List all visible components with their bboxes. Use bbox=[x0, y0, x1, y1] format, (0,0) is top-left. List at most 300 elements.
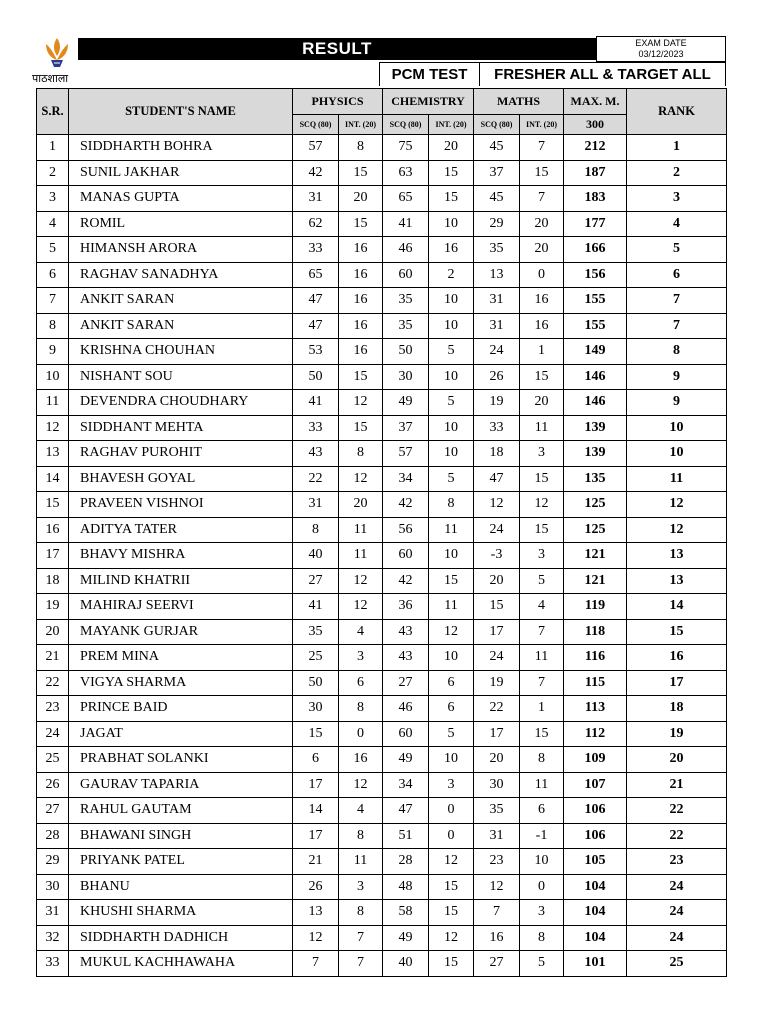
table-row bbox=[37, 441, 727, 467]
maths-int-cell: 7 bbox=[520, 619, 564, 645]
chemistry-int-cell: 15 bbox=[429, 951, 474, 977]
maths-scq-cell: 7 bbox=[474, 900, 520, 926]
name-cell: PRABHAT SOLANKI bbox=[69, 747, 293, 773]
maths-int-cell: 11 bbox=[520, 645, 564, 671]
maths-scq-cell: 17 bbox=[474, 619, 520, 645]
table-row bbox=[37, 925, 727, 951]
exam-date-label: EXAM DATE bbox=[635, 38, 687, 48]
physics-int-cell: 15 bbox=[339, 211, 383, 237]
table-row bbox=[37, 594, 727, 620]
maths-scq-cell: 12 bbox=[474, 874, 520, 900]
physics-scq-cell: 35 bbox=[293, 619, 339, 645]
rank-cell: 9 bbox=[627, 364, 727, 390]
chemistry-int-cell: 12 bbox=[429, 849, 474, 875]
table-row bbox=[37, 798, 727, 824]
table-row bbox=[37, 619, 727, 645]
sr-cell: 31 bbox=[37, 900, 69, 926]
sr-cell: 13 bbox=[37, 441, 69, 467]
chemistry-scq-cell: 43 bbox=[383, 645, 429, 671]
physics-int-cell: 3 bbox=[339, 874, 383, 900]
maths-int-cell: 11 bbox=[520, 415, 564, 441]
total-cell: 125 bbox=[564, 492, 627, 518]
physics-scq-cell: 12 bbox=[293, 925, 339, 951]
table-row bbox=[37, 186, 727, 212]
chemistry-int-cell: 0 bbox=[429, 798, 474, 824]
table-row bbox=[37, 390, 727, 416]
sr-cell: 10 bbox=[37, 364, 69, 390]
total-cell: 125 bbox=[564, 517, 627, 543]
name-cell: BHAWANI SINGH bbox=[69, 823, 293, 849]
maths-int-cell: 15 bbox=[520, 517, 564, 543]
sr-cell: 8 bbox=[37, 313, 69, 339]
physics-int-cell: 16 bbox=[339, 237, 383, 263]
physics-int-cell: 12 bbox=[339, 568, 383, 594]
maths-int-cell: 3 bbox=[520, 900, 564, 926]
rank-cell: 7 bbox=[627, 313, 727, 339]
sr-cell: 5 bbox=[37, 237, 69, 263]
physics-int-cell: 16 bbox=[339, 339, 383, 365]
sr-cell: 19 bbox=[37, 594, 69, 620]
rank-cell: 1 bbox=[627, 135, 727, 161]
chemistry-int-cell: 12 bbox=[429, 619, 474, 645]
chemistry-int-cell: 8 bbox=[429, 492, 474, 518]
name-cell: KHUSHI SHARMA bbox=[69, 900, 293, 926]
table-row bbox=[37, 849, 727, 875]
table-row bbox=[37, 747, 727, 773]
sr-cell: 30 bbox=[37, 874, 69, 900]
physics-int-cell: 16 bbox=[339, 288, 383, 314]
col-physics-int: INT. (20) bbox=[339, 115, 383, 135]
table-row bbox=[37, 262, 727, 288]
logo bbox=[32, 36, 78, 88]
total-cell: 156 bbox=[564, 262, 627, 288]
name-cell: ROMIL bbox=[69, 211, 293, 237]
sr-cell: 11 bbox=[37, 390, 69, 416]
table-row bbox=[37, 415, 727, 441]
maths-scq-cell: 13 bbox=[474, 262, 520, 288]
physics-int-cell: 15 bbox=[339, 415, 383, 441]
physics-int-cell: 11 bbox=[339, 517, 383, 543]
physics-scq-cell: 50 bbox=[293, 670, 339, 696]
chemistry-scq-cell: 60 bbox=[383, 543, 429, 569]
total-cell: 135 bbox=[564, 466, 627, 492]
physics-scq-cell: 7 bbox=[293, 951, 339, 977]
total-cell: 146 bbox=[564, 390, 627, 416]
maths-int-cell: 20 bbox=[520, 237, 564, 263]
maths-scq-cell: 47 bbox=[474, 466, 520, 492]
maths-scq-cell: 26 bbox=[474, 364, 520, 390]
physics-int-cell: 11 bbox=[339, 543, 383, 569]
sr-cell: 4 bbox=[37, 211, 69, 237]
physics-int-cell: 3 bbox=[339, 645, 383, 671]
table-row bbox=[37, 670, 727, 696]
total-cell: 104 bbox=[564, 874, 627, 900]
total-cell: 139 bbox=[564, 415, 627, 441]
physics-scq-cell: 30 bbox=[293, 696, 339, 722]
rank-cell: 7 bbox=[627, 288, 727, 314]
col-chemistry-int: INT. (20) bbox=[429, 115, 474, 135]
chemistry-scq-cell: 36 bbox=[383, 594, 429, 620]
maths-int-cell: 15 bbox=[520, 160, 564, 186]
physics-int-cell: 15 bbox=[339, 160, 383, 186]
table-row bbox=[37, 160, 727, 186]
table-row bbox=[37, 568, 727, 594]
sr-cell: 7 bbox=[37, 288, 69, 314]
maths-scq-cell: 20 bbox=[474, 568, 520, 594]
maths-int-cell: 3 bbox=[520, 441, 564, 467]
chemistry-int-cell: 10 bbox=[429, 415, 474, 441]
physics-scq-cell: 6 bbox=[293, 747, 339, 773]
chemistry-int-cell: 15 bbox=[429, 186, 474, 212]
chemistry-int-cell: 10 bbox=[429, 313, 474, 339]
sr-cell: 14 bbox=[37, 466, 69, 492]
total-cell: 106 bbox=[564, 798, 627, 824]
name-cell: ANKIT SARAN bbox=[69, 313, 293, 339]
name-cell: RAHUL GAUTAM bbox=[69, 798, 293, 824]
physics-int-cell: 12 bbox=[339, 390, 383, 416]
physics-int-cell: 7 bbox=[339, 925, 383, 951]
chemistry-int-cell: 5 bbox=[429, 466, 474, 492]
col-chemistry: CHEMISTRY bbox=[383, 89, 474, 115]
name-cell: GAURAV TAPARIA bbox=[69, 772, 293, 798]
name-cell: MANAS GUPTA bbox=[69, 186, 293, 212]
total-cell: 212 bbox=[564, 135, 627, 161]
sr-cell: 1 bbox=[37, 135, 69, 161]
col-physics-scq: SCQ (80) bbox=[293, 115, 339, 135]
result-table bbox=[36, 88, 727, 977]
maths-scq-cell: 22 bbox=[474, 696, 520, 722]
chemistry-int-cell: 10 bbox=[429, 543, 474, 569]
chemistry-scq-cell: 57 bbox=[383, 441, 429, 467]
maths-scq-cell: -3 bbox=[474, 543, 520, 569]
maths-scq-cell: 35 bbox=[474, 237, 520, 263]
maths-int-cell: 11 bbox=[520, 772, 564, 798]
chemistry-scq-cell: 51 bbox=[383, 823, 429, 849]
rank-cell: 6 bbox=[627, 262, 727, 288]
chemistry-scq-cell: 37 bbox=[383, 415, 429, 441]
maths-int-cell: -1 bbox=[520, 823, 564, 849]
col-chemistry-scq: SCQ (80) bbox=[383, 115, 429, 135]
sr-cell: 24 bbox=[37, 721, 69, 747]
rank-cell: 24 bbox=[627, 925, 727, 951]
sr-cell: 20 bbox=[37, 619, 69, 645]
maths-int-cell: 15 bbox=[520, 364, 564, 390]
result-rows bbox=[37, 135, 727, 977]
chemistry-scq-cell: 35 bbox=[383, 313, 429, 339]
sr-cell: 26 bbox=[37, 772, 69, 798]
maths-int-cell: 0 bbox=[520, 262, 564, 288]
sr-cell: 12 bbox=[37, 415, 69, 441]
sr-cell: 27 bbox=[37, 798, 69, 824]
physics-scq-cell: 13 bbox=[293, 900, 339, 926]
rank-cell: 22 bbox=[627, 798, 727, 824]
total-cell: 121 bbox=[564, 543, 627, 569]
physics-scq-cell: 47 bbox=[293, 288, 339, 314]
chemistry-int-cell: 10 bbox=[429, 364, 474, 390]
chemistry-int-cell: 5 bbox=[429, 339, 474, 365]
physics-scq-cell: 33 bbox=[293, 237, 339, 263]
logo-icon bbox=[42, 36, 72, 70]
total-cell: 146 bbox=[564, 364, 627, 390]
chemistry-int-cell: 15 bbox=[429, 900, 474, 926]
sr-cell: 15 bbox=[37, 492, 69, 518]
rank-cell: 4 bbox=[627, 211, 727, 237]
physics-int-cell: 20 bbox=[339, 492, 383, 518]
physics-scq-cell: 15 bbox=[293, 721, 339, 747]
sr-cell: 9 bbox=[37, 339, 69, 365]
physics-scq-cell: 65 bbox=[293, 262, 339, 288]
name-cell: RAGHAV SANADHYA bbox=[69, 262, 293, 288]
chemistry-scq-cell: 41 bbox=[383, 211, 429, 237]
maths-int-cell: 10 bbox=[520, 849, 564, 875]
sr-cell: 2 bbox=[37, 160, 69, 186]
rank-cell: 11 bbox=[627, 466, 727, 492]
rank-cell: 2 bbox=[627, 160, 727, 186]
rank-cell: 5 bbox=[627, 237, 727, 263]
physics-int-cell: 20 bbox=[339, 186, 383, 212]
test-name: PCM TEST bbox=[379, 62, 479, 86]
chemistry-int-cell: 20 bbox=[429, 135, 474, 161]
col-max: MAX. M. bbox=[564, 89, 627, 115]
table-row bbox=[37, 543, 727, 569]
physics-int-cell: 12 bbox=[339, 594, 383, 620]
total-cell: 177 bbox=[564, 211, 627, 237]
chemistry-scq-cell: 42 bbox=[383, 492, 429, 518]
name-cell: PRINCE BAID bbox=[69, 696, 293, 722]
sr-cell: 16 bbox=[37, 517, 69, 543]
total-cell: 183 bbox=[564, 186, 627, 212]
total-cell: 155 bbox=[564, 313, 627, 339]
table-row bbox=[37, 772, 727, 798]
physics-scq-cell: 33 bbox=[293, 415, 339, 441]
maths-scq-cell: 24 bbox=[474, 517, 520, 543]
maths-int-cell: 8 bbox=[520, 925, 564, 951]
col-rank: RANK bbox=[627, 89, 727, 135]
physics-int-cell: 12 bbox=[339, 772, 383, 798]
maths-int-cell: 15 bbox=[520, 466, 564, 492]
chemistry-scq-cell: 49 bbox=[383, 390, 429, 416]
maths-int-cell: 7 bbox=[520, 186, 564, 212]
sr-cell: 29 bbox=[37, 849, 69, 875]
physics-int-cell: 15 bbox=[339, 364, 383, 390]
rank-cell: 13 bbox=[627, 568, 727, 594]
total-cell: 118 bbox=[564, 619, 627, 645]
total-cell: 113 bbox=[564, 696, 627, 722]
rank-cell: 10 bbox=[627, 441, 727, 467]
chemistry-int-cell: 12 bbox=[429, 925, 474, 951]
chemistry-int-cell: 11 bbox=[429, 517, 474, 543]
name-cell: SIDDHARTH DADHICH bbox=[69, 925, 293, 951]
chemistry-scq-cell: 35 bbox=[383, 288, 429, 314]
logo-text: पाठशाला bbox=[32, 72, 69, 85]
col-physics: PHYSICS bbox=[293, 89, 383, 115]
physics-int-cell: 8 bbox=[339, 135, 383, 161]
physics-scq-cell: 43 bbox=[293, 441, 339, 467]
chemistry-scq-cell: 27 bbox=[383, 670, 429, 696]
name-cell: PRAVEEN VISHNOI bbox=[69, 492, 293, 518]
total-cell: 106 bbox=[564, 823, 627, 849]
physics-scq-cell: 17 bbox=[293, 823, 339, 849]
maths-scq-cell: 19 bbox=[474, 390, 520, 416]
sr-cell: 22 bbox=[37, 670, 69, 696]
chemistry-scq-cell: 60 bbox=[383, 262, 429, 288]
maths-scq-cell: 29 bbox=[474, 211, 520, 237]
maths-scq-cell: 16 bbox=[474, 925, 520, 951]
chemistry-scq-cell: 49 bbox=[383, 925, 429, 951]
chemistry-scq-cell: 30 bbox=[383, 364, 429, 390]
total-cell: 115 bbox=[564, 670, 627, 696]
chemistry-int-cell: 5 bbox=[429, 721, 474, 747]
name-cell: BHAVESH GOYAL bbox=[69, 466, 293, 492]
rank-cell: 24 bbox=[627, 900, 727, 926]
total-cell: 187 bbox=[564, 160, 627, 186]
chemistry-scq-cell: 63 bbox=[383, 160, 429, 186]
rank-cell: 20 bbox=[627, 747, 727, 773]
table-row bbox=[37, 517, 727, 543]
rank-cell: 8 bbox=[627, 339, 727, 365]
batch-name: FRESHER ALL & TARGET ALL bbox=[479, 62, 726, 86]
name-cell: PREM MINA bbox=[69, 645, 293, 671]
sr-cell: 33 bbox=[37, 951, 69, 977]
table-row bbox=[37, 823, 727, 849]
chemistry-int-cell: 0 bbox=[429, 823, 474, 849]
table-row bbox=[37, 466, 727, 492]
physics-int-cell: 12 bbox=[339, 466, 383, 492]
physics-scq-cell: 27 bbox=[293, 568, 339, 594]
physics-int-cell: 8 bbox=[339, 696, 383, 722]
rank-cell: 19 bbox=[627, 721, 727, 747]
maths-int-cell: 0 bbox=[520, 874, 564, 900]
total-cell: 109 bbox=[564, 747, 627, 773]
sr-cell: 23 bbox=[37, 696, 69, 722]
chemistry-scq-cell: 60 bbox=[383, 721, 429, 747]
maths-int-cell: 16 bbox=[520, 313, 564, 339]
maths-int-cell: 4 bbox=[520, 594, 564, 620]
chemistry-scq-cell: 49 bbox=[383, 747, 429, 773]
maths-int-cell: 6 bbox=[520, 798, 564, 824]
col-name: STUDENT'S NAME bbox=[69, 89, 293, 135]
sr-cell: 6 bbox=[37, 262, 69, 288]
rank-cell: 22 bbox=[627, 823, 727, 849]
maths-scq-cell: 31 bbox=[474, 313, 520, 339]
chemistry-int-cell: 10 bbox=[429, 211, 474, 237]
rank-cell: 3 bbox=[627, 186, 727, 212]
sr-cell: 3 bbox=[37, 186, 69, 212]
physics-scq-cell: 8 bbox=[293, 517, 339, 543]
physics-scq-cell: 40 bbox=[293, 543, 339, 569]
rank-cell: 17 bbox=[627, 670, 727, 696]
chemistry-scq-cell: 40 bbox=[383, 951, 429, 977]
total-cell: 155 bbox=[564, 288, 627, 314]
total-cell: 112 bbox=[564, 721, 627, 747]
chemistry-int-cell: 3 bbox=[429, 772, 474, 798]
rank-cell: 14 bbox=[627, 594, 727, 620]
physics-scq-cell: 53 bbox=[293, 339, 339, 365]
sr-cell: 21 bbox=[37, 645, 69, 671]
chemistry-scq-cell: 46 bbox=[383, 696, 429, 722]
physics-scq-cell: 31 bbox=[293, 492, 339, 518]
name-cell: VIGYA SHARMA bbox=[69, 670, 293, 696]
sr-cell: 28 bbox=[37, 823, 69, 849]
name-cell: SIDDHANT MEHTA bbox=[69, 415, 293, 441]
rank-cell: 24 bbox=[627, 874, 727, 900]
sr-cell: 17 bbox=[37, 543, 69, 569]
maths-int-cell: 7 bbox=[520, 135, 564, 161]
chemistry-int-cell: 2 bbox=[429, 262, 474, 288]
sr-cell: 25 bbox=[37, 747, 69, 773]
total-cell: 104 bbox=[564, 925, 627, 951]
physics-int-cell: 8 bbox=[339, 823, 383, 849]
physics-int-cell: 16 bbox=[339, 262, 383, 288]
table-row bbox=[37, 237, 727, 263]
physics-int-cell: 16 bbox=[339, 747, 383, 773]
chemistry-int-cell: 16 bbox=[429, 237, 474, 263]
table-row bbox=[37, 874, 727, 900]
maths-scq-cell: 27 bbox=[474, 951, 520, 977]
total-cell: 116 bbox=[564, 645, 627, 671]
chemistry-int-cell: 15 bbox=[429, 160, 474, 186]
chemistry-int-cell: 15 bbox=[429, 874, 474, 900]
exam-date-box bbox=[596, 36, 726, 62]
maths-scq-cell: 19 bbox=[474, 670, 520, 696]
maths-scq-cell: 15 bbox=[474, 594, 520, 620]
physics-scq-cell: 21 bbox=[293, 849, 339, 875]
chemistry-int-cell: 11 bbox=[429, 594, 474, 620]
table-row bbox=[37, 135, 727, 161]
table-row bbox=[37, 339, 727, 365]
physics-scq-cell: 42 bbox=[293, 160, 339, 186]
total-cell: 149 bbox=[564, 339, 627, 365]
name-cell: SIDDHARTH BOHRA bbox=[69, 135, 293, 161]
physics-int-cell: 8 bbox=[339, 441, 383, 467]
col-maths-int: INT. (20) bbox=[520, 115, 564, 135]
rank-cell: 12 bbox=[627, 517, 727, 543]
total-cell: 104 bbox=[564, 900, 627, 926]
physics-int-cell: 0 bbox=[339, 721, 383, 747]
sr-cell: 32 bbox=[37, 925, 69, 951]
chemistry-scq-cell: 56 bbox=[383, 517, 429, 543]
col-maths-scq: SCQ (80) bbox=[474, 115, 520, 135]
table-row bbox=[37, 721, 727, 747]
table-row bbox=[37, 364, 727, 390]
maths-scq-cell: 37 bbox=[474, 160, 520, 186]
physics-scq-cell: 62 bbox=[293, 211, 339, 237]
maths-scq-cell: 45 bbox=[474, 135, 520, 161]
name-cell: SUNIL JAKHAR bbox=[69, 160, 293, 186]
rank-cell: 12 bbox=[627, 492, 727, 518]
chemistry-scq-cell: 43 bbox=[383, 619, 429, 645]
maths-int-cell: 5 bbox=[520, 951, 564, 977]
name-cell: JAGAT bbox=[69, 721, 293, 747]
chemistry-int-cell: 10 bbox=[429, 288, 474, 314]
chemistry-scq-cell: 75 bbox=[383, 135, 429, 161]
col-maths: MATHS bbox=[474, 89, 564, 115]
physics-int-cell: 7 bbox=[339, 951, 383, 977]
chemistry-scq-cell: 58 bbox=[383, 900, 429, 926]
table-row bbox=[37, 900, 727, 926]
chemistry-int-cell: 6 bbox=[429, 670, 474, 696]
maths-int-cell: 1 bbox=[520, 696, 564, 722]
maths-int-cell: 5 bbox=[520, 568, 564, 594]
name-cell: BHAVY MISHRA bbox=[69, 543, 293, 569]
maths-int-cell: 1 bbox=[520, 339, 564, 365]
physics-scq-cell: 41 bbox=[293, 594, 339, 620]
rank-cell: 18 bbox=[627, 696, 727, 722]
physics-scq-cell: 17 bbox=[293, 772, 339, 798]
maths-int-cell: 15 bbox=[520, 721, 564, 747]
physics-scq-cell: 25 bbox=[293, 645, 339, 671]
maths-scq-cell: 33 bbox=[474, 415, 520, 441]
